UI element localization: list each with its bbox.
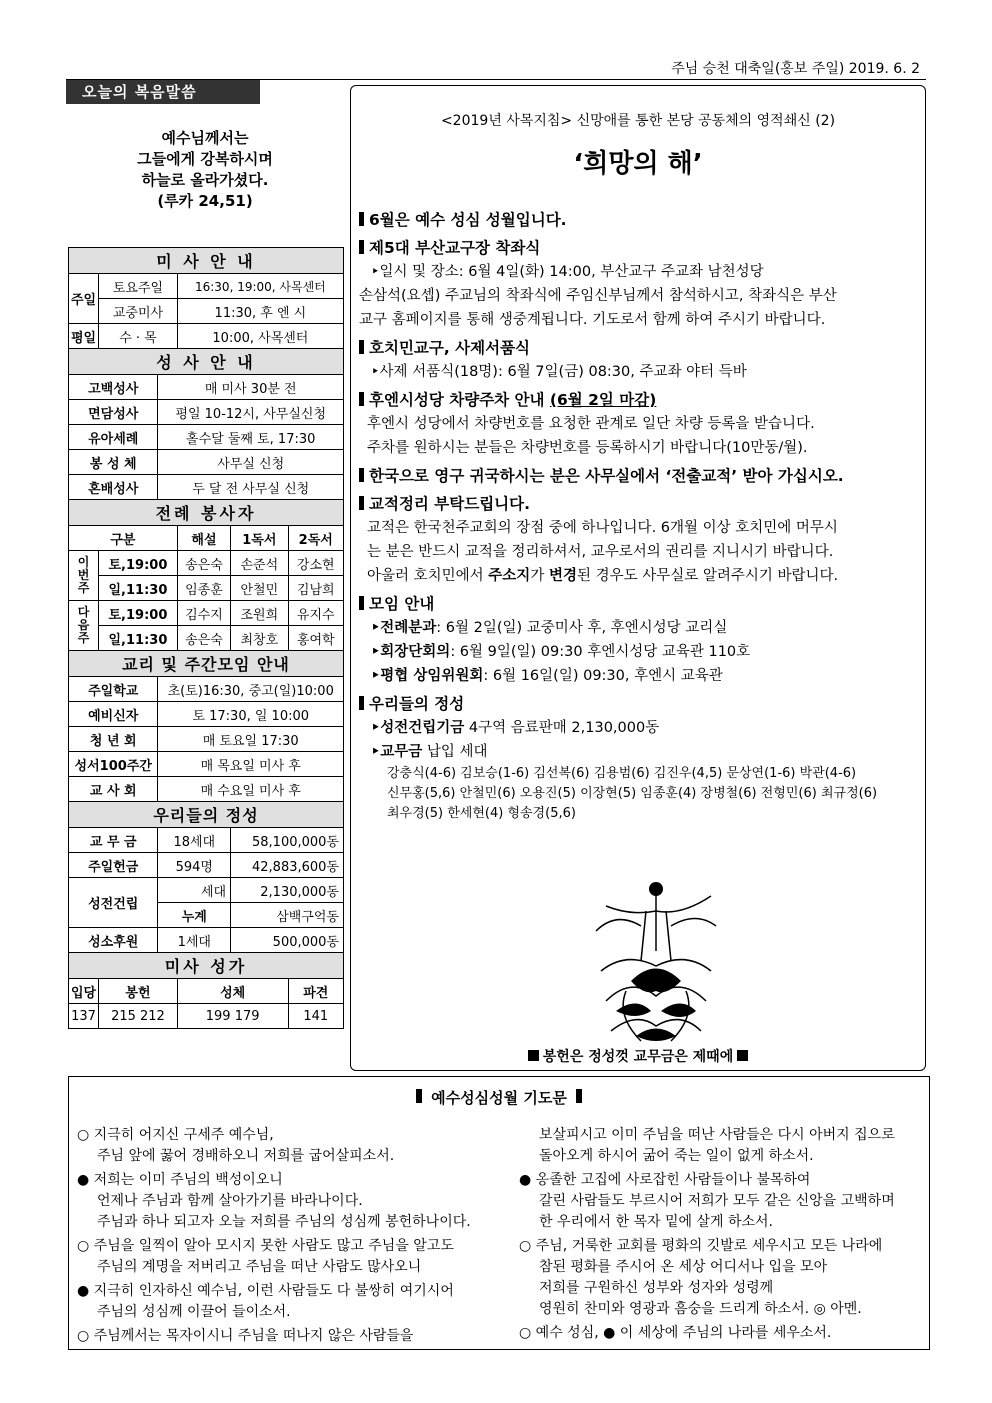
prayer-marker: ●	[519, 1172, 532, 1188]
hymns-title: 미사 성가	[69, 953, 344, 979]
sacrament-title: 성 사 안 내	[69, 349, 344, 375]
square-bullet-icon	[737, 1050, 748, 1061]
meeting-item	[359, 664, 921, 688]
servers-head: 해설	[177, 526, 230, 551]
sunday-label: 주일	[69, 274, 99, 324]
text-run: 아울러 호치민에서	[367, 568, 489, 584]
edu-value: 매 목요일 미사 후	[158, 752, 344, 777]
server-name: 유지수	[288, 601, 344, 626]
meeting-name: ‣회장단회의	[371, 644, 451, 660]
ecclesial-label: 교중미사	[99, 299, 178, 324]
section-heading: 교적정리 부탁드립니다.	[359, 492, 921, 516]
gospel-tag: 오늘의 복음말씀	[66, 80, 260, 104]
prayer-line	[77, 1281, 471, 1302]
prayer-line: 언제나 주님과 함께 살아가기를 바라나이다.	[97, 1193, 363, 1209]
text-run: 가	[530, 568, 549, 584]
bar-icon	[416, 1089, 422, 1103]
hymn-number: 199 179	[177, 1004, 288, 1029]
server-when: 토,19:00	[99, 601, 178, 626]
gospel-text	[66, 128, 344, 212]
edu-value: 초(토)16:30, 중고(일)10:00	[158, 677, 344, 702]
server-when: 토,19:00	[99, 551, 178, 576]
text-run-bold: 변경	[548, 568, 577, 584]
sacrament-value: 매 미사 30분 전	[158, 375, 344, 400]
sacrament-value: 사무실 신청	[158, 450, 344, 475]
vocation-amount: 500,000동	[231, 928, 344, 953]
server-when: 일,11:30	[99, 626, 178, 651]
names-line: 신무홍(5,6) 안철민(6) 오용진(5) 이장현(5) 임종훈(4) 장병철(6) 전형민(6) 최규정(6)	[387, 786, 878, 801]
section-paragraph: 교구 홈페이지를 통해 생중계됩니다. 기도로서 함께 하여 주시기 바랍니다.	[359, 312, 826, 328]
prayer-line	[77, 1326, 471, 1347]
announcements-box	[350, 85, 926, 1071]
weekday-label: 평일	[69, 324, 99, 349]
prayer-marker: ●	[77, 1283, 90, 1299]
prayer-title-text: 예수성심성월 기도문	[431, 1089, 567, 1107]
edu-label: 청 년 회	[69, 727, 158, 752]
prayer-line	[77, 1170, 471, 1191]
section-paragraph: 손삼석(요셉) 주교님의 착좌식에 주임신부님께서 참석하시고, 착좌식은 부산	[359, 288, 837, 304]
server-name: 김수지	[177, 601, 230, 626]
prayer-text: 지극히 어지신 구세주 예수님,	[93, 1127, 274, 1143]
section-paragraph: 주차를 원하시는 분들은 차량번호를 등록하시기 바랍니다(10만동/월).	[367, 440, 808, 456]
announcements-body	[359, 204, 921, 824]
building-total-amount: 삼백구억동	[231, 903, 344, 928]
offering-name: ‣교무금	[371, 744, 423, 760]
names-line: 강충식(4-6) 김보승(1-6) 김선복(6) 김용범(6) 김진우(4,5) 문상연(1-6) 박관(4-6)	[387, 766, 857, 781]
prayer-column-left	[77, 1125, 471, 1347]
tithe-names	[359, 764, 921, 824]
sacrament-label: 유아세례	[69, 425, 158, 450]
offering-slogan	[351, 1046, 925, 1066]
server-name: 강소현	[288, 551, 344, 576]
server-name: 조원희	[231, 601, 288, 626]
vocation-label: 성소후원	[69, 928, 158, 953]
prayer-line: 주님의 성심께 이끌어 들이소서.	[97, 1304, 291, 1320]
prayer-line	[77, 1125, 471, 1146]
this-week-label: 이번주	[69, 551, 99, 601]
bar-icon	[576, 1089, 582, 1103]
meeting-name: ‣평협 상임위원회	[371, 668, 484, 684]
meeting-detail: : 6월 16일(일) 09:30, 후엔시 교육관	[483, 668, 723, 684]
prayer-line: 돌아오게 하시어 굶어 죽는 일이 없게 하소서.	[539, 1148, 814, 1164]
prayer-line	[519, 1323, 895, 1344]
prayer-line: 주님의 계명을 저버리고 주님을 떠난 사람도 많사오니	[97, 1259, 422, 1275]
sacrament-label: 고백성사	[69, 375, 158, 400]
meeting-detail: : 6월 9일(일) 09:30 후엔시성당 교육관 110호	[450, 644, 751, 660]
prayer-line	[519, 1236, 895, 1257]
prayer-line: 주님과 하나 되고자 오늘 저희를 주님의 성심께 봉헌하나이다.	[97, 1214, 471, 1230]
header-date: 주님 승천 대축일(홍보 주일) 2019. 6. 2	[671, 61, 920, 77]
section-heading: 호치민교구, 사제서품식	[359, 336, 921, 360]
gospel-line: 그들에게 강복하시며	[137, 150, 273, 168]
ecclesial-time: 11:30, 후 엔 시	[177, 299, 343, 324]
section-heading: 6월은 예수 성심 성월입니다.	[359, 208, 921, 232]
building-label: 성전건립	[69, 878, 158, 928]
sacrament-label: 혼배성사	[69, 475, 158, 500]
tithe-label: 교 무 금	[69, 828, 158, 853]
prayer-title	[69, 1087, 929, 1108]
meeting-item	[359, 640, 921, 664]
ascension-illustration	[586, 871, 726, 1051]
servers-head: 2독서	[288, 526, 344, 551]
square-bullet-icon	[528, 1050, 539, 1061]
prayer-text: 주님을 일찍이 알아 모시지 못한 사람도 많고 주님을 알고도	[93, 1238, 454, 1254]
text-run: 된 경우도 사무실로 알려주시기 바랍니다.	[576, 568, 839, 584]
collection-amount: 42,883,600동	[231, 853, 344, 878]
meeting-name: ‣전례분과	[371, 620, 437, 636]
server-name: 최창호	[231, 626, 288, 651]
sacrament-label: 면담성사	[69, 400, 158, 425]
offering-detail: 4구역 음료판매 2,130,000동	[464, 720, 660, 736]
server-when: 일,11:30	[99, 576, 178, 601]
gospel-line: 예수님께서는	[161, 129, 249, 147]
server-name: 손준석	[231, 551, 288, 576]
hymn-number: 141	[288, 1004, 344, 1029]
edu-value: 토 17:30, 일 10:00	[158, 702, 344, 727]
section-heading: 제5대 부산교구장 착좌식	[359, 236, 921, 260]
gospel-line: 하늘로 올라가셨다.	[141, 171, 269, 189]
info-sidebar	[68, 247, 344, 1029]
prayer-line: 보살피시고 이미 주님을 떠난 사람들은 다시 아버지 집으로	[539, 1127, 895, 1143]
prayer-marker: ○	[519, 1238, 532, 1254]
mass-title: 미 사 안 내	[69, 248, 344, 274]
prayer-line: 저희를 구원하신 성부와 성자와 성령께	[539, 1280, 774, 1296]
hymn-number: 137	[69, 1004, 99, 1029]
server-name: 송은숙	[177, 626, 230, 651]
prayer-line: 주님 앞에 꿇어 경배하오니 저희를 굽어살피소서.	[97, 1148, 395, 1164]
sacrament-value: 두 달 전 사무실 신청	[158, 475, 344, 500]
section-item: ‣사제 서품식(18명): 6월 7일(금) 08:30, 주교좌 야터 득바	[371, 364, 747, 380]
saturday-time: 16:30, 19:00, 사목센터	[177, 274, 343, 299]
section-heading: 모임 안내	[359, 592, 921, 616]
prayer-box	[68, 1076, 930, 1350]
prayer-line: 영원히 찬미와 영광과 흠숭을 드리게 하소서. ◎ 아멘.	[539, 1301, 862, 1317]
section-paragraph	[359, 564, 921, 588]
meeting-item	[359, 616, 921, 640]
prayer-column-right	[519, 1125, 895, 1344]
edu-label: 예비신자	[69, 702, 158, 727]
servers-head: 1독서	[231, 526, 288, 551]
edu-value: 매 토요일 17:30	[158, 727, 344, 752]
sacrament-value: 평일 10-12시, 사무실신청	[158, 400, 344, 425]
edu-value: 매 수요일 미사 후	[158, 777, 344, 802]
vocation-count: 1세대	[158, 928, 231, 953]
gospel-line: (루카 24,51)	[157, 192, 253, 210]
server-name: 송은숙	[177, 551, 230, 576]
prayer-text: 주님께서는 목자이시니 주님을 떠나지 않은 사람들을	[93, 1328, 414, 1344]
hymns-head: 입당	[69, 979, 99, 1004]
server-name: 안철민	[231, 576, 288, 601]
edu-label: 성서100주간	[69, 752, 158, 777]
prayer-marker: ●	[77, 1172, 90, 1188]
hymns-head: 봉헌	[99, 979, 178, 1004]
saturday-label: 토요주일	[99, 274, 178, 299]
tithe-amount: 58,100,000동	[231, 828, 344, 853]
heading-text: 후엔시성당 차량주차 안내	[369, 391, 550, 409]
text-run-bold: 주소지	[488, 568, 531, 584]
prayer-text: 지극히 인자하신 예수님, 이런 사람들도 다 불쌍히 여기시어	[93, 1283, 454, 1299]
prayer-marker: ○	[519, 1325, 532, 1341]
prayer-line	[77, 1236, 471, 1257]
prayer-line: 참된 평화를 주시어 온 세상 어디서나 입을 모아	[539, 1259, 828, 1275]
section-paragraph: 교적은 한국천주교회의 장점 중에 하나입니다. 6개월 이상 호치민에 머무시	[367, 520, 838, 536]
edu-title: 교리 및 주간모임 안내	[69, 651, 344, 677]
servers-title: 전례 봉사자	[69, 500, 344, 526]
pastoral-subtitle: <2019년 사목지침> 신망애를 통한 본당 공동체의 영적쇄신 (2)	[440, 113, 836, 129]
offering-title: 우리들의 정성	[69, 802, 344, 828]
hymns-head: 파견	[288, 979, 344, 1004]
section-heading	[359, 388, 921, 412]
weekday-time: 10:00, 사목센터	[177, 324, 343, 349]
section-heading: 한국으로 영구 귀국하시는 분은 사무실에서 ‘전출교적’ 받아 가십시오.	[359, 464, 921, 488]
prayer-marker: ○	[77, 1328, 90, 1344]
hymn-number: 215 212	[99, 1004, 178, 1029]
edu-label: 교 사 회	[69, 777, 158, 802]
pastoral-title: ‘희망의 해’	[573, 149, 703, 179]
sacrament-value: 홀수달 둘째 토, 17:30	[158, 425, 344, 450]
section-heading: 우리들의 정성	[359, 692, 921, 716]
offering-item	[359, 716, 921, 740]
sacrament-label: 봉 성 체	[69, 450, 158, 475]
hymns-head: 성체	[177, 979, 288, 1004]
prayer-line: 한 우리에서 한 목자 밑에 살게 하소서.	[539, 1214, 774, 1230]
building-total-count: 누계	[158, 903, 231, 928]
offering-item	[359, 740, 921, 764]
building-week-count: 세대	[158, 878, 231, 903]
server-name: 홍여학	[288, 626, 344, 651]
prayer-marker: ○	[77, 1127, 90, 1143]
prayer-text: 저희는 이미 주님의 백성이오니	[93, 1172, 283, 1188]
section-paragraph: 후엔시 성당에서 차량번호를 요청한 관계로 일단 차량 등록을 받습니다.	[367, 416, 815, 432]
offering-name: ‣성전건립기금	[371, 720, 465, 736]
servers-head: 구분	[69, 526, 178, 551]
tithe-count: 18세대	[158, 828, 231, 853]
prayer-line: 갈린 사람들도 부르시어 저희가 모두 같은 신앙을 고백하며	[539, 1193, 895, 1209]
building-week-amount: 2,130,000동	[231, 878, 344, 903]
prayer-text: 옹졸한 고집에 사로잡힌 사람들이나 불목하여	[535, 1172, 811, 1188]
server-name: 임종훈	[177, 576, 230, 601]
prayer-text: 예수 성심, ● 이 세상에 주님의 나라를 세우소서.	[535, 1325, 832, 1341]
prayer-text: 주님, 거룩한 교회를 평화의 깃발로 세우시고 모든 나라에	[535, 1238, 883, 1254]
section-paragraph: 는 분은 반드시 교적을 정리하셔서, 교우로서의 권리를 지니시기 바랍니다.	[367, 544, 834, 560]
collection-label: 주일헌금	[69, 853, 158, 878]
collection-count: 594명	[158, 853, 231, 878]
slogan-text: 봉헌은 정성껏 교무금은 제때에	[542, 1049, 734, 1065]
names-line: 최우경(5) 한세현(4) 형송경(5,6)	[387, 806, 576, 821]
edu-label: 주일학교	[69, 677, 158, 702]
meeting-detail: : 6월 2일(일) 교중미사 후, 후엔시성당 교리실	[436, 620, 728, 636]
section-item: ‣일시 및 장소: 6월 4일(화) 14:00, 부산교구 주교좌 남천성당	[371, 264, 764, 280]
offering-detail: 납입 세대	[422, 744, 488, 760]
deadline-text: (6월 2일 마감)	[549, 391, 657, 409]
prayer-line	[519, 1170, 895, 1191]
next-week-label: 다음주	[69, 601, 99, 651]
server-name: 김남희	[288, 576, 344, 601]
prayer-marker: ○	[77, 1238, 90, 1254]
weekday-days: 수 · 목	[99, 324, 178, 349]
